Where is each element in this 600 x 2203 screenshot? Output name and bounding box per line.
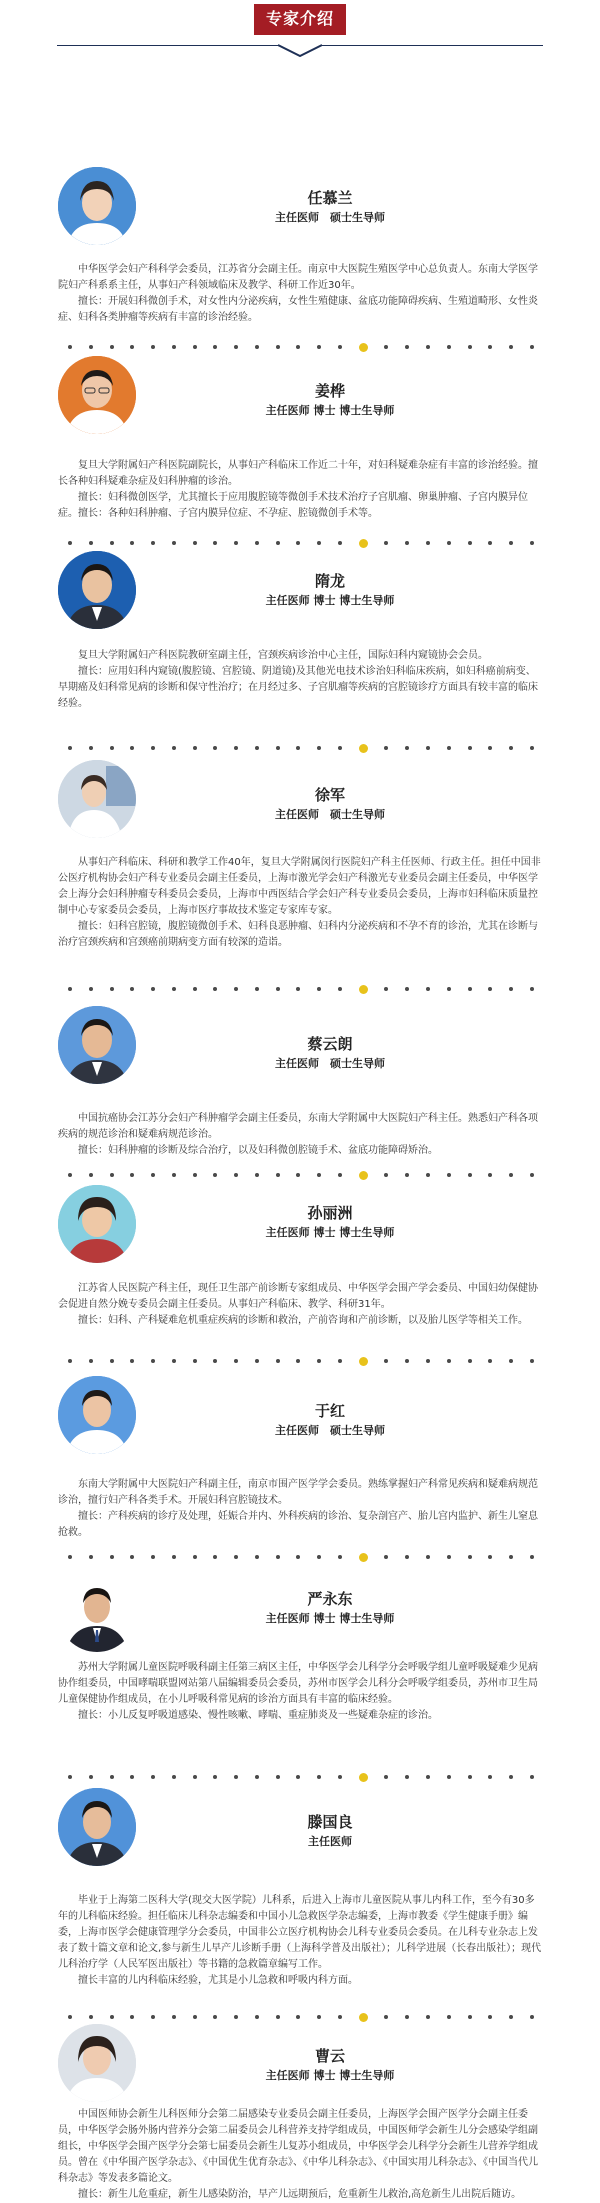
bio-paragraph: 复旦大学附属妇产科医院副院长，从事妇产科临床工作近二十年，对妇科疑难杂症有丰富的诊治经验。擅长各种妇科疑难杂症及妇科肿瘤的诊治。	[58, 460, 538, 487]
expert-name: 滕国良	[307, 1813, 353, 1831]
dotted-divider	[68, 1170, 534, 1180]
expert-avatar	[58, 167, 136, 245]
divider-dot	[488, 1555, 492, 1559]
section-header	[0, 0, 600, 58]
divider-dot	[405, 987, 409, 991]
divider-dot	[68, 1173, 72, 1177]
expert-title: 主任医师 硕士生导师	[275, 1424, 385, 1437]
expert-name: 曹云	[314, 2047, 345, 2065]
divider-dot	[193, 1775, 197, 1779]
divider-dot	[317, 541, 321, 545]
divider-dot	[276, 541, 280, 545]
expert-title: 主任医师 硕士生导师	[275, 211, 385, 224]
divider-dot	[509, 987, 513, 991]
bio-paragraph: 擅长：产科疾病的诊疗及处理，妊娠合并内、外科疾病的诊治、复杂剖宫产、胎儿宫内监护、新生儿窒息抢救。	[58, 1511, 538, 1538]
divider-dot	[488, 345, 492, 349]
divider-dot	[317, 987, 321, 991]
divider-dot	[234, 1173, 238, 1177]
accent-dot	[359, 539, 368, 548]
divider-dot	[296, 1555, 300, 1559]
divider-dot	[89, 541, 93, 545]
divider-dot	[488, 987, 492, 991]
bio-paragraph: 擅长丰富的儿内科临床经验，尤其是小儿急救和呼吸内科方面。	[78, 1975, 358, 1986]
expert-avatar	[58, 1185, 136, 1263]
divider-dot	[234, 746, 238, 750]
section-title: 专家介绍	[254, 4, 346, 35]
dotted-divider	[68, 342, 534, 352]
portrait-icon	[58, 1574, 136, 1652]
dotted-divider	[68, 984, 534, 994]
divider-dot	[488, 746, 492, 750]
bio-paragraph: 东南大学附属中大医院妇产科副主任，南京市围产医学学会委员。熟练掌握妇产科常见疾病和疑难病规范诊治，擅行妇产科各类手术。开展妇科宫腔镜技术。	[58, 1479, 538, 1506]
divider-dot	[338, 746, 342, 750]
divider-dot	[530, 1775, 534, 1779]
divider-dot	[68, 987, 72, 991]
expert-bio	[58, 1660, 544, 1724]
divider-dot	[530, 746, 534, 750]
divider-dot	[509, 1359, 513, 1363]
divider-dot	[68, 1775, 72, 1779]
divider-dot	[172, 987, 176, 991]
expert-name: 严永东	[307, 1590, 353, 1608]
expert-name: 蔡云朗	[307, 1035, 353, 1053]
accent-dot	[359, 1773, 368, 1782]
divider-dot	[110, 987, 114, 991]
divider-dot	[213, 1359, 217, 1363]
divider-dot	[509, 541, 513, 545]
bio-paragraph: 擅长：妇科宫腔镜，腹腔镜微创手术、妇科良恶肿瘤、妇科内分泌疾病和不孕不育的诊治，尤其在诊断与治疗宫颈疾病和宫颈癌前期病变方面有较深的造诣。	[58, 921, 538, 948]
divider-dot	[110, 2015, 114, 2019]
divider-dot	[384, 1359, 388, 1363]
portrait-icon	[58, 356, 136, 434]
divider-dot	[317, 746, 321, 750]
divider-dot	[276, 987, 280, 991]
divider-dot	[317, 1555, 321, 1559]
divider-dot	[276, 746, 280, 750]
divider-dot	[447, 1555, 451, 1559]
accent-dot	[359, 1357, 368, 1366]
divider-dot	[151, 987, 155, 991]
portrait-icon	[58, 2024, 136, 2102]
expert-title: 主任医师 博士 博士生导师	[265, 1226, 395, 1239]
bio-paragraph: 擅长：妇科肿瘤的诊断及综合治疗，以及妇科微创腔镜手术、盆底功能障碍矫治。	[78, 1145, 438, 1156]
divider-dot	[296, 746, 300, 750]
divider-dot	[213, 1775, 217, 1779]
divider-dot	[234, 1359, 238, 1363]
divider-dot	[488, 2015, 492, 2019]
divider-dot	[255, 541, 259, 545]
divider-dot	[405, 345, 409, 349]
bio-paragraph: 中华医学会妇产科科学会委员，江苏省分会副主任。南京中大医院生殖医学中心总负责人。东南大学医学院妇产科系系主任，从事妇产科领域临床及教学、科研工作近30年。	[58, 264, 538, 291]
divider-dot	[447, 345, 451, 349]
divider-dot	[426, 541, 430, 545]
expert-avatar	[58, 2024, 136, 2102]
divider-dot	[384, 1173, 388, 1177]
expert-avatar	[58, 760, 136, 838]
divider-dot	[276, 1173, 280, 1177]
expert-bio	[58, 2107, 544, 2203]
bio-paragraph: 复旦大学附属妇产科医院教研室副主任，宫颈疾病诊治中心主任，国际妇科内窥镜协会会员。	[78, 650, 488, 661]
divider-dot	[405, 541, 409, 545]
expert-avatar	[58, 1006, 136, 1084]
expert-name: 于红	[314, 1402, 345, 1420]
expert-title: 主任医师 博士 博士生导师	[265, 2069, 395, 2082]
expert-title: 主任医师 博士 博士生导师	[265, 1612, 395, 1625]
divider-dot	[130, 987, 134, 991]
divider-dot	[384, 1775, 388, 1779]
divider-dot	[172, 541, 176, 545]
accent-dot	[359, 1171, 368, 1180]
divider-dot	[68, 345, 72, 349]
portrait-icon	[58, 551, 136, 629]
divider-dot	[488, 541, 492, 545]
divider-dot	[509, 1555, 513, 1559]
divider-dot	[151, 2015, 155, 2019]
expert-avatar	[58, 551, 136, 629]
divider-dot	[68, 541, 72, 545]
divider-dot	[110, 1173, 114, 1177]
divider-dot	[193, 345, 197, 349]
divider-dot	[509, 1775, 513, 1779]
divider-dot	[317, 1775, 321, 1779]
divider-dot	[338, 1173, 342, 1177]
divider-dot	[151, 1359, 155, 1363]
divider-dot	[110, 1359, 114, 1363]
expert-title: 主任医师 硕士生导师	[275, 1057, 385, 1070]
divider-dot	[384, 345, 388, 349]
accent-dot	[359, 2013, 368, 2022]
portrait-icon	[58, 1376, 136, 1454]
divider-dot	[405, 1775, 409, 1779]
portrait-icon	[58, 1006, 136, 1084]
divider-dot	[110, 1555, 114, 1559]
divider-dot	[447, 2015, 451, 2019]
divider-dot	[213, 987, 217, 991]
divider-dot	[488, 1173, 492, 1177]
divider-dot	[405, 1555, 409, 1559]
bio-paragraph: 擅长：妇科微创医学，尤其擅长于应用腹腔镜等微创手术技术治疗子宫肌瘤、卵巢肿瘤、子宫内膜异位症。擅长：各种妇科肿瘤、子宫内膜异位症、不孕症、腔镜微创手术等。	[58, 492, 528, 519]
divider-dot	[296, 2015, 300, 2019]
expert-bio	[58, 1893, 544, 1989]
divider-dot	[384, 1555, 388, 1559]
divider-dot	[530, 2015, 534, 2019]
divider-dot	[317, 1359, 321, 1363]
expert-name: 任慕兰	[307, 189, 353, 207]
expert-bio	[58, 1111, 544, 1159]
divider-dot	[151, 345, 155, 349]
divider-dot	[276, 1775, 280, 1779]
divider-dot	[151, 1555, 155, 1559]
divider-dot	[151, 746, 155, 750]
dotted-divider	[68, 2012, 534, 2022]
divider-dot	[338, 987, 342, 991]
divider-dot	[213, 746, 217, 750]
bio-paragraph: 江苏省人民医院产科主任，现任卫生部产前诊断专家组成员、中华医学会围产学会委员、中国妇幼保健协会促进自然分娩专委员会副主任委员。从事妇产科临床、教学、科研31年。	[58, 1283, 538, 1310]
divider-dot	[193, 987, 197, 991]
bio-paragraph: 擅长：妇科、产科疑难危机重症疾病的诊断和救治，产前咨询和产前诊断，以及胎儿医学等相关工作。	[78, 1315, 528, 1326]
divider-dot	[110, 1775, 114, 1779]
expert-avatar	[58, 356, 136, 434]
divider-dot	[468, 746, 472, 750]
divider-dot	[426, 1359, 430, 1363]
divider-dot	[426, 987, 430, 991]
expert-avatar	[58, 1788, 136, 1866]
divider-dot	[447, 1359, 451, 1363]
divider-dot	[89, 1359, 93, 1363]
divider-dot	[213, 2015, 217, 2019]
expert-title: 主任医师	[308, 1835, 352, 1848]
divider-dot	[447, 1173, 451, 1177]
divider-dot	[384, 987, 388, 991]
divider-dot	[530, 1173, 534, 1177]
divider-dot	[172, 345, 176, 349]
divider-dot	[405, 2015, 409, 2019]
divider-dot	[110, 345, 114, 349]
divider-dot	[317, 345, 321, 349]
divider-dot	[317, 1173, 321, 1177]
divider-dot	[255, 746, 259, 750]
accent-dot	[359, 343, 368, 352]
divider-dot	[447, 1775, 451, 1779]
divider-dot	[255, 1555, 259, 1559]
divider-dot	[172, 1173, 176, 1177]
divider-dot	[338, 2015, 342, 2019]
divider-dot	[296, 541, 300, 545]
portrait-icon	[58, 1788, 136, 1866]
divider-dot	[89, 746, 93, 750]
divider-dot	[151, 1775, 155, 1779]
portrait-icon	[58, 760, 136, 838]
divider-dot	[530, 345, 534, 349]
divider-dot	[405, 1359, 409, 1363]
divider-dot	[384, 2015, 388, 2019]
bio-paragraph: 毕业于上海第二医科大学(现交大医学院）儿科系，后进入上海市儿童医院从事儿内科工作，至今有30多年的儿科临床经验。担任临床儿科杂志编委和中国小儿急救医学杂志编委，上海市教委《学生健康手册》编委，上海市医学会健康管理学分会委员，中国非公立医疗机构协会儿科专业委员会委员。在儿科专业杂志上发表了数十篇文章和论文,参与新生儿早产儿诊断手册（上海科学普及出版社）；儿科学进展（长春出版社）；现代儿科治疗学（人民军医出版社）等书籍的急救篇章编写工作。	[58, 1895, 542, 1970]
portrait-icon	[58, 1185, 136, 1263]
divider-dot	[384, 541, 388, 545]
divider-dot	[338, 541, 342, 545]
divider-dot	[151, 1173, 155, 1177]
divider-dot	[509, 2015, 513, 2019]
divider-dot	[468, 541, 472, 545]
divider-dot	[130, 1173, 134, 1177]
divider-dot	[296, 1173, 300, 1177]
expert-avatar	[58, 1574, 136, 1652]
divider-dot	[89, 987, 93, 991]
divider-dot	[89, 1775, 93, 1779]
divider-dot	[130, 1359, 134, 1363]
divider-dot	[255, 345, 259, 349]
divider-dot	[255, 1775, 259, 1779]
divider-dot	[213, 541, 217, 545]
divider-dot	[468, 1359, 472, 1363]
divider-dot	[130, 1555, 134, 1559]
divider-dot	[110, 541, 114, 545]
divider-dot	[130, 2015, 134, 2019]
divider-dot	[276, 1555, 280, 1559]
expert-name: 徐军	[314, 786, 345, 804]
chevron-down-icon	[278, 41, 322, 57]
divider-dot	[530, 1555, 534, 1559]
divider-dot	[89, 2015, 93, 2019]
dotted-divider	[68, 743, 534, 753]
divider-dot	[151, 541, 155, 545]
divider-dot	[488, 1359, 492, 1363]
bio-paragraph: 苏州大学附属儿童医院呼吸科副主任第三病区主任，中华医学会儿科学分会呼吸学组儿童呼吸疑难少见病协作组委员，中国哮喘联盟网站第八届编辑委员会委员，苏州市医学会儿科分会呼吸学组委员，苏州市卫生局儿童保健协作组成员，在小儿呼吸科常见病的诊治方面具有丰富的临床经验。	[58, 1662, 538, 1705]
divider-dot	[405, 746, 409, 750]
divider-dot	[426, 1775, 430, 1779]
divider-dot	[426, 2015, 430, 2019]
divider-dot	[172, 2015, 176, 2019]
expert-bio	[58, 458, 544, 522]
divider-dot	[234, 1775, 238, 1779]
divider-dot	[509, 1173, 513, 1177]
divider-dot	[234, 1555, 238, 1559]
divider-dot	[468, 987, 472, 991]
expert-bio	[58, 855, 544, 951]
accent-dot	[359, 1553, 368, 1562]
divider-dot	[130, 1775, 134, 1779]
accent-dot	[359, 744, 368, 753]
expert-name: 姜桦	[314, 382, 345, 400]
divider-dot	[234, 541, 238, 545]
divider-dot	[447, 987, 451, 991]
divider-dot	[213, 1173, 217, 1177]
divider-dot	[447, 746, 451, 750]
divider-dot	[130, 746, 134, 750]
portrait-icon	[58, 167, 136, 245]
divider-dot	[255, 1173, 259, 1177]
expert-bio	[58, 1281, 544, 1329]
bio-paragraph: 擅长：应用妇科内窥镜(腹腔镜、宫腔镜、阴道镜)及其他光电技术诊治妇科临床疾病，如妇科癌前病变、早期癌及妇科常见病的诊断和保守性治疗；在月经过多、子宫肌瘤等疾病的宫腔镜诊疗方面具有较丰富的临床经验。	[58, 666, 538, 709]
divider-dot	[110, 746, 114, 750]
divider-dot	[384, 746, 388, 750]
accent-dot	[359, 985, 368, 994]
divider-dot	[468, 1555, 472, 1559]
divider-dot	[172, 1359, 176, 1363]
divider-dot	[255, 1359, 259, 1363]
expert-title: 主任医师 博士 博士生导师	[265, 594, 395, 607]
dotted-divider	[68, 1772, 534, 1782]
dotted-divider	[68, 1356, 534, 1366]
divider-dot	[193, 541, 197, 545]
expert-name: 孙丽洲	[307, 1204, 353, 1222]
divider-dot	[296, 987, 300, 991]
divider-dot	[255, 2015, 259, 2019]
dotted-divider	[68, 1552, 534, 1562]
divider-dot	[338, 1775, 342, 1779]
divider-dot	[68, 1359, 72, 1363]
divider-dot	[234, 987, 238, 991]
bio-paragraph: 中国医师协会新生儿科医师分会第二届感染专业委员会副主任委员，上海医学会围产医学分会副主任委员，中华医学会肠外肠内营养分会第二届委员会儿科营养支持学组成员，中国医师学会新生儿分会感染学组副组长，中华医学会围产医学分会第七届委员会新生儿复苏小组成员，中华医学会儿科学分会新生儿营养学组成员。曾在《中华围产医学杂志》、《中国优生优育杂志》、《中华儿科杂志》、《中国实用儿科杂志》、《中国当代儿科杂志》等发表多篇论文。	[58, 2109, 538, 2184]
divider-dot	[234, 345, 238, 349]
divider-dot	[338, 1359, 342, 1363]
divider-dot	[193, 2015, 197, 2019]
divider-dot	[172, 1555, 176, 1559]
expert-bio	[58, 262, 544, 326]
expert-bio	[58, 1477, 544, 1541]
bio-paragraph: 擅长：新生儿危重症，新生儿感染防治，早产儿远期预后，危重新生儿救治,高危新生儿出院后随访。	[78, 2189, 522, 2200]
divider-dot	[509, 345, 513, 349]
divider-dot	[447, 541, 451, 545]
divider-dot	[234, 2015, 238, 2019]
divider-dot	[255, 987, 259, 991]
divider-dot	[172, 746, 176, 750]
expert-bio	[58, 648, 544, 712]
divider-dot	[509, 746, 513, 750]
divider-dot	[468, 345, 472, 349]
divider-dot	[213, 345, 217, 349]
divider-dot	[426, 746, 430, 750]
divider-dot	[426, 1555, 430, 1559]
divider-dot	[89, 1555, 93, 1559]
bio-paragraph: 中国抗癌协会江苏分会妇产科肿瘤学会副主任委员，东南大学附属中大医院妇产科主任。熟悉妇产科各项疾病的规范诊治和疑难病规范诊治。	[58, 1113, 538, 1140]
expert-title: 主任医师 博士 博士生导师	[265, 404, 395, 417]
divider-dot	[213, 1555, 217, 1559]
divider-dot	[426, 1173, 430, 1177]
divider-dot	[468, 1173, 472, 1177]
divider-dot	[193, 746, 197, 750]
divider-dot	[338, 1555, 342, 1559]
expert-avatar	[58, 1376, 136, 1454]
divider-dot	[130, 345, 134, 349]
expert-name: 隋龙	[314, 572, 345, 590]
divider-dot	[68, 2015, 72, 2019]
divider-dot	[530, 1359, 534, 1363]
divider-dot	[276, 1359, 280, 1363]
divider-dot	[89, 1173, 93, 1177]
divider-dot	[193, 1555, 197, 1559]
divider-dot	[296, 345, 300, 349]
bio-paragraph: 擅长：小儿反复呼吸道感染、慢性咳嗽、哮喘、重症肺炎及一些疑难杂症的诊治。	[78, 1710, 438, 1721]
divider-dot	[68, 746, 72, 750]
divider-dot	[296, 1359, 300, 1363]
divider-dot	[338, 345, 342, 349]
bio-paragraph: 擅长：开展妇科微创手术，对女性内分泌疾病，女性生殖健康、盆底功能障碍疾病、生殖道畸形、女性炎症、妇科各类肿瘤等疾病有丰富的诊治经验。	[58, 296, 538, 323]
divider-dot	[296, 1775, 300, 1779]
divider-dot	[426, 345, 430, 349]
divider-dot	[193, 1359, 197, 1363]
divider-dot	[276, 345, 280, 349]
divider-dot	[317, 2015, 321, 2019]
divider-dot	[468, 1775, 472, 1779]
divider-dot	[530, 987, 534, 991]
divider-dot	[488, 1775, 492, 1779]
dotted-divider	[68, 538, 534, 548]
divider-dot	[89, 345, 93, 349]
divider-dot	[276, 2015, 280, 2019]
divider-dot	[68, 1555, 72, 1559]
divider-dot	[193, 1173, 197, 1177]
divider-dot	[130, 541, 134, 545]
divider-dot	[172, 1775, 176, 1779]
divider-dot	[530, 541, 534, 545]
expert-title: 主任医师 硕士生导师	[275, 808, 385, 821]
bio-paragraph: 从事妇产科临床、科研和教学工作40年，复旦大学附属闵行医院妇产科主任医师、行政主任。担任中国非公医疗机构协会妇产科专业委员会副主任委员，上海市激光学会妇产科激光专业委员会副主任委员，中华医学会上海分会妇科肿瘤专科委员会委员，上海市中西医结合学会妇产科专业委员会委员，上海市妇科临床质量控制中心专家委员会委员，上海市医疗事故技术鉴定专家库专家。	[58, 857, 541, 916]
divider-dot	[468, 2015, 472, 2019]
divider-dot	[405, 1173, 409, 1177]
